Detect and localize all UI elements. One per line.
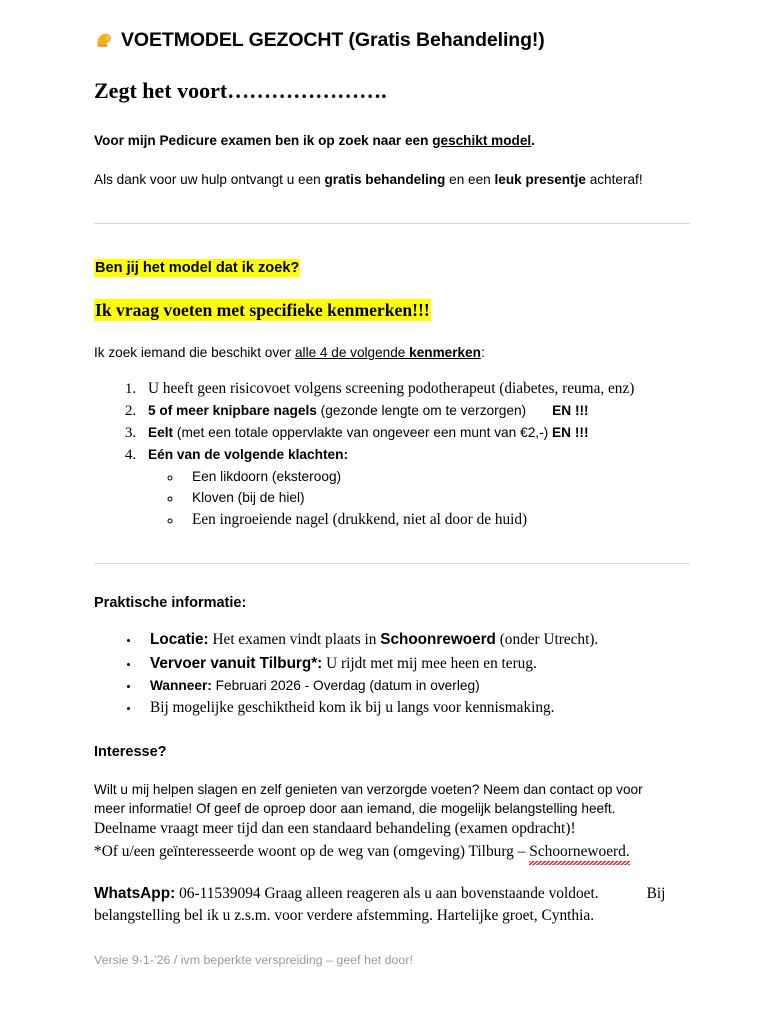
criteria-list bbox=[94, 378, 690, 531]
practical-item-locatie bbox=[140, 629, 690, 650]
intro-line-2-c: en een bbox=[445, 171, 495, 187]
practical-item-locatie-place: Schoonrewoerd bbox=[380, 631, 496, 649]
interest-line-2: meer informatie! Of geef de oproep door aan iemand, die mogelijk belangstelling heeft. bbox=[94, 801, 616, 817]
criteria-item-3 bbox=[140, 423, 690, 443]
complaints-list bbox=[148, 467, 690, 531]
intro-line-2-e: achteraf! bbox=[585, 171, 643, 187]
practical-item-vervoer bbox=[140, 653, 690, 674]
criteria-item-3-bold: Eelt bbox=[148, 425, 174, 441]
intro-line-2 bbox=[94, 170, 690, 189]
criteria-lead-c: : bbox=[480, 345, 485, 361]
practical-item-kennismaking bbox=[140, 697, 690, 718]
criteria-item-1 bbox=[140, 378, 690, 399]
whatsapp-phone: 06-11539094 bbox=[179, 885, 261, 903]
misspelled-word-schoornewoerd bbox=[529, 841, 629, 863]
whatsapp-label: WhatsApp: bbox=[94, 885, 176, 903]
practical-item-locatie-tail: (onder Utrecht). bbox=[495, 631, 599, 649]
practical-item-wanneer-text: Februari 2026 - Overdag (datum in overleg) bbox=[211, 678, 480, 694]
contact-text-a: Graag alleen reageren als u aan bovenstaande voldoet. bbox=[260, 885, 599, 903]
intro-line-1-c: . bbox=[531, 132, 535, 148]
page-title bbox=[94, 28, 690, 52]
interest-heading: Interesse? bbox=[94, 743, 167, 760]
criteria-item-3-suffix: EN !!! bbox=[552, 425, 589, 441]
intro-line-1-a: Voor mijn Pedicure examen ben ik op zoek naar een bbox=[94, 132, 433, 148]
criteria-lead-a: Ik zoek iemand die beschikt over bbox=[94, 345, 295, 361]
criteria-lead-underlined-bold: kenmerken bbox=[409, 345, 481, 361]
practical-item-wanneer-label: Wanneer: bbox=[150, 678, 212, 694]
highlight-statement-line bbox=[94, 298, 690, 324]
interest-line-4-a: *Of u/een geïnteresseerde woont op de weg van (omgeving) Tilburg – bbox=[94, 842, 530, 860]
subtitle-zegt-het-voort: Zegt het voort…………………. bbox=[94, 78, 387, 104]
interest-line-3: Deelname vraagt meer tijd dan een standaard behandeling (examen opdracht)! bbox=[94, 820, 576, 838]
criteria-lead-underlined-normal: alle 4 de volgende bbox=[295, 345, 410, 361]
contact-line-1 bbox=[94, 883, 690, 905]
highlight-statement: Ik vraag voeten met specifieke kenmerken!!! bbox=[95, 299, 430, 320]
page-title-text: VOETMODEL GEZOCHT (Gratis Behandeling!) bbox=[121, 29, 545, 51]
practical-item-vervoer-text: U rijdt met mij mee heen en terug. bbox=[322, 654, 537, 672]
criteria-item-2 bbox=[140, 401, 690, 421]
complaint-item-2: ◦ Kloven (bij de hiel) bbox=[182, 488, 690, 507]
footer-version: Versie 9-1-’26 / ivm beperkte verspreiding – geef het door! bbox=[94, 953, 413, 967]
intro-bold-gratis-behandeling: gratis behandeling bbox=[324, 171, 446, 187]
complaint-item-3: ◦ Een ingroeiende nagel (drukkend, niet al door de huid) bbox=[182, 509, 690, 530]
intro-line-2-a: Als dank voor uw hulp ontvangt u een bbox=[94, 171, 325, 187]
contact-text-b: Bij bbox=[646, 885, 666, 903]
criteria-lead bbox=[94, 343, 690, 362]
practical-item-locatie-label: Locatie: bbox=[150, 631, 209, 649]
practical-list bbox=[94, 629, 690, 718]
practical-item-wanneer bbox=[140, 676, 690, 695]
criteria-item-4-bold: Eén van de volgende klachten: bbox=[148, 447, 349, 463]
interest-line-1: Wilt u mij helpen slagen en zelf genieten van verzorgde voeten? Neem dan contact op voor bbox=[94, 782, 643, 798]
foot-emoji-icon bbox=[94, 32, 116, 48]
practical-item-locatie-text: Het examen vindt plaats in bbox=[208, 631, 381, 649]
criteria-item-1-text: U heeft geen risicovoet volgens screening podotherapeut (diabetes, reuma, enz) bbox=[148, 380, 635, 398]
highlight-question: Ben jij het model dat ik zoek? bbox=[95, 259, 300, 276]
complaint-item-1: ◦ Een likdoorn (eksteroog) bbox=[182, 467, 690, 486]
criteria-item-4 bbox=[140, 445, 690, 531]
criteria-item-2-text: (gezonde lengte om te verzorgen) bbox=[316, 403, 527, 419]
criteria-item-3-text: (met een totale oppervlakte van ongeveer een munt van €2,-) bbox=[173, 425, 549, 441]
practical-heading: Praktische informatie: bbox=[94, 594, 247, 611]
practical-item-kennismaking-text: Bij mogelijke geschiktheid kom ik bij u langs voor kennismaking. bbox=[150, 699, 555, 717]
criteria-lead-underline bbox=[295, 345, 481, 360]
practical-item-vervoer-label: Vervoer vanuit Tilburg*: bbox=[150, 654, 323, 672]
contact-line-2: belangstelling bel ik u z.s.m. voor verdere afstemming. Hartelijke groet, Cynthia. bbox=[94, 907, 595, 925]
criteria-item-2-bold: 5 of meer knipbare nagels bbox=[148, 403, 317, 419]
criteria-item-2-suffix: EN !!! bbox=[552, 403, 589, 419]
misspelled-word-text: Schoornewoerd. bbox=[529, 842, 630, 860]
intro-link-geschikt-model: geschikt model bbox=[432, 132, 532, 148]
highlight-question-line bbox=[94, 258, 690, 280]
intro-line-1 bbox=[94, 131, 690, 150]
interest-line-4 bbox=[94, 841, 690, 863]
intro-bold-leuk-presentje: leuk presentje bbox=[494, 171, 586, 187]
